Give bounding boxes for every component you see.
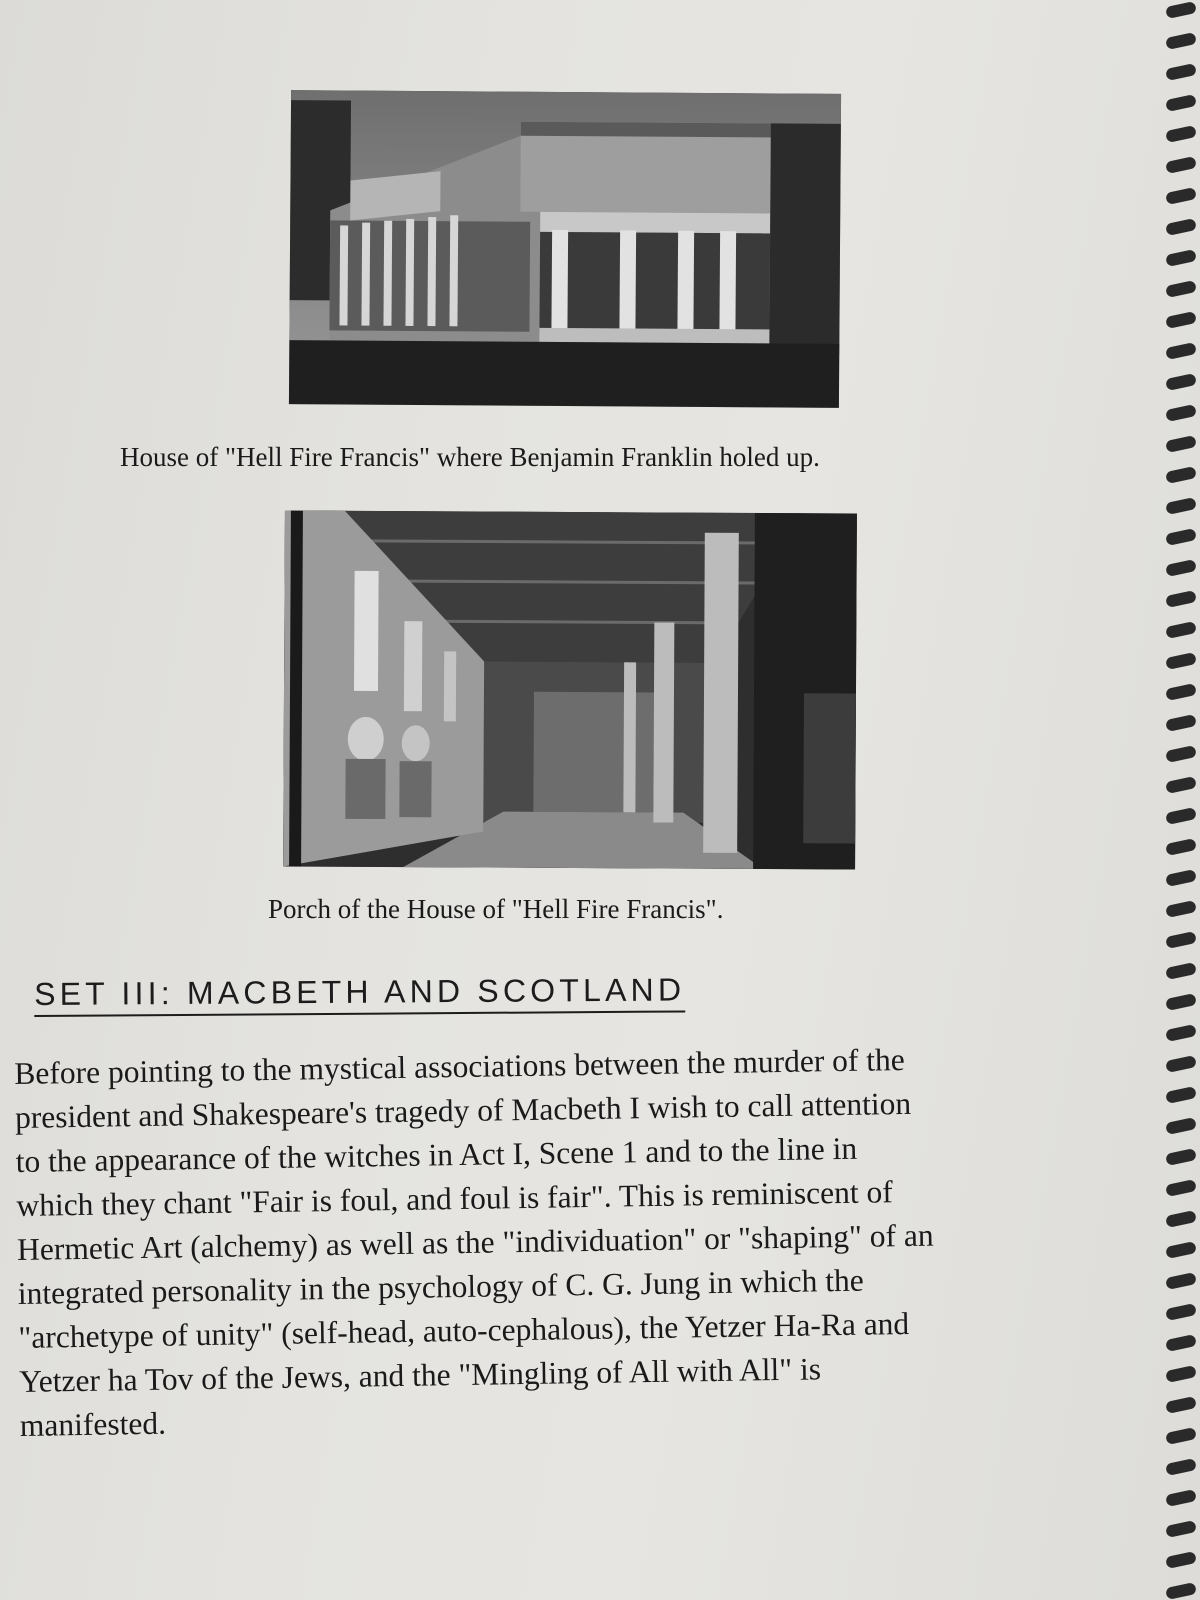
binding-coil [1165,1117,1197,1135]
house-illustration [289,90,841,408]
binding-coil [1165,497,1197,515]
binding-coil [1165,1489,1197,1507]
binding-coil [1165,435,1197,453]
binding-coil [1165,962,1197,980]
binding-coil [1165,590,1197,608]
binding-coil [1165,156,1197,174]
binding-coil [1165,745,1197,763]
binding-coil [1165,1055,1197,1073]
porch-photo [283,511,857,870]
binding-coil [1165,621,1197,639]
binding-coil [1165,187,1197,205]
binding-coil [1165,1148,1197,1166]
binding-coil [1165,1520,1197,1538]
binding-coil [1165,1303,1197,1321]
binding-coil [1165,993,1197,1011]
binding-coil [1165,1241,1197,1259]
binding-coil [1165,838,1197,856]
binding-coil [1165,1396,1197,1414]
binding-coil [1165,869,1197,887]
porch-illustration [283,511,857,870]
binding-coil [1165,94,1197,112]
house-photo [289,90,841,408]
paragraph-line: Hermetic Art (alchemy) as well as the "individuation" or "shaping" of an [16,1217,934,1267]
binding-coil [1165,1024,1197,1042]
binding-coil [1165,342,1197,360]
binding-coil [1165,280,1197,298]
binding-coil [1165,1272,1197,1290]
paragraph-line: manifested. [19,1405,167,1443]
binding-coil [1165,1551,1197,1569]
binding-coil [1165,249,1197,267]
binding-coil [1165,63,1197,81]
binding-coil [1165,125,1197,143]
binding-coil [1165,776,1197,794]
binding-coil [1165,1,1197,19]
paragraph-line: to the appearance of the witches in Act I, Scene 1 and to the line in [15,1130,858,1179]
binding-coil [1165,32,1197,50]
binding-coil [1165,1086,1197,1104]
house-photo-caption: House of "Hell Fire Francis" where Benjamin Franklin holed up. [120,442,820,472]
paragraph-line: president and Shakespeare's tragedy of Macbeth I wish to call attention [14,1085,912,1135]
paragraph-line: Yetzer ha Tov of the Jews, and the "Mingling of All with All" is [18,1351,822,1399]
binding-coil [1165,218,1197,236]
binding-coil [1165,528,1197,546]
binding-coil [1165,1334,1197,1352]
binding-coil [1165,900,1197,918]
binding-coil [1165,1458,1197,1476]
paragraph-line: Before pointing to the mystical associations between the murder of the [14,1042,906,1091]
binding-coil [1165,1210,1197,1228]
binding-coil [1165,466,1197,484]
binding-coil [1165,807,1197,825]
binding-coil [1165,1427,1197,1445]
paragraph-line: "archetype of unity" (self-head, auto-cephalous), the Yetzer Ha-Ra and [18,1305,910,1355]
section-paragraph [14,1034,1160,1448]
binding-coil [1165,559,1197,577]
spiral-binding [1160,0,1200,1600]
binding-coil [1165,931,1197,949]
paragraph-line: which they chant "Fair is foul, and foul is fair". This is reminiscent of [16,1174,893,1223]
paragraph-line: integrated personality in the psychology of C. G. Jung in which the [17,1262,864,1311]
binding-coil [1165,1365,1197,1383]
porch-photo-caption: Porch of the House of "Hell Fire Francis". [268,894,724,924]
binding-coil [1165,311,1197,329]
section-heading: SET III: MACBETH AND SCOTLAND [34,971,685,1017]
binding-coil [1165,373,1197,391]
binding-coil [1165,1179,1197,1197]
binding-coil [1165,652,1197,670]
binding-coil [1165,683,1197,701]
binding-coil [1165,1582,1197,1600]
binding-coil [1165,714,1197,732]
binding-coil [1165,404,1197,422]
